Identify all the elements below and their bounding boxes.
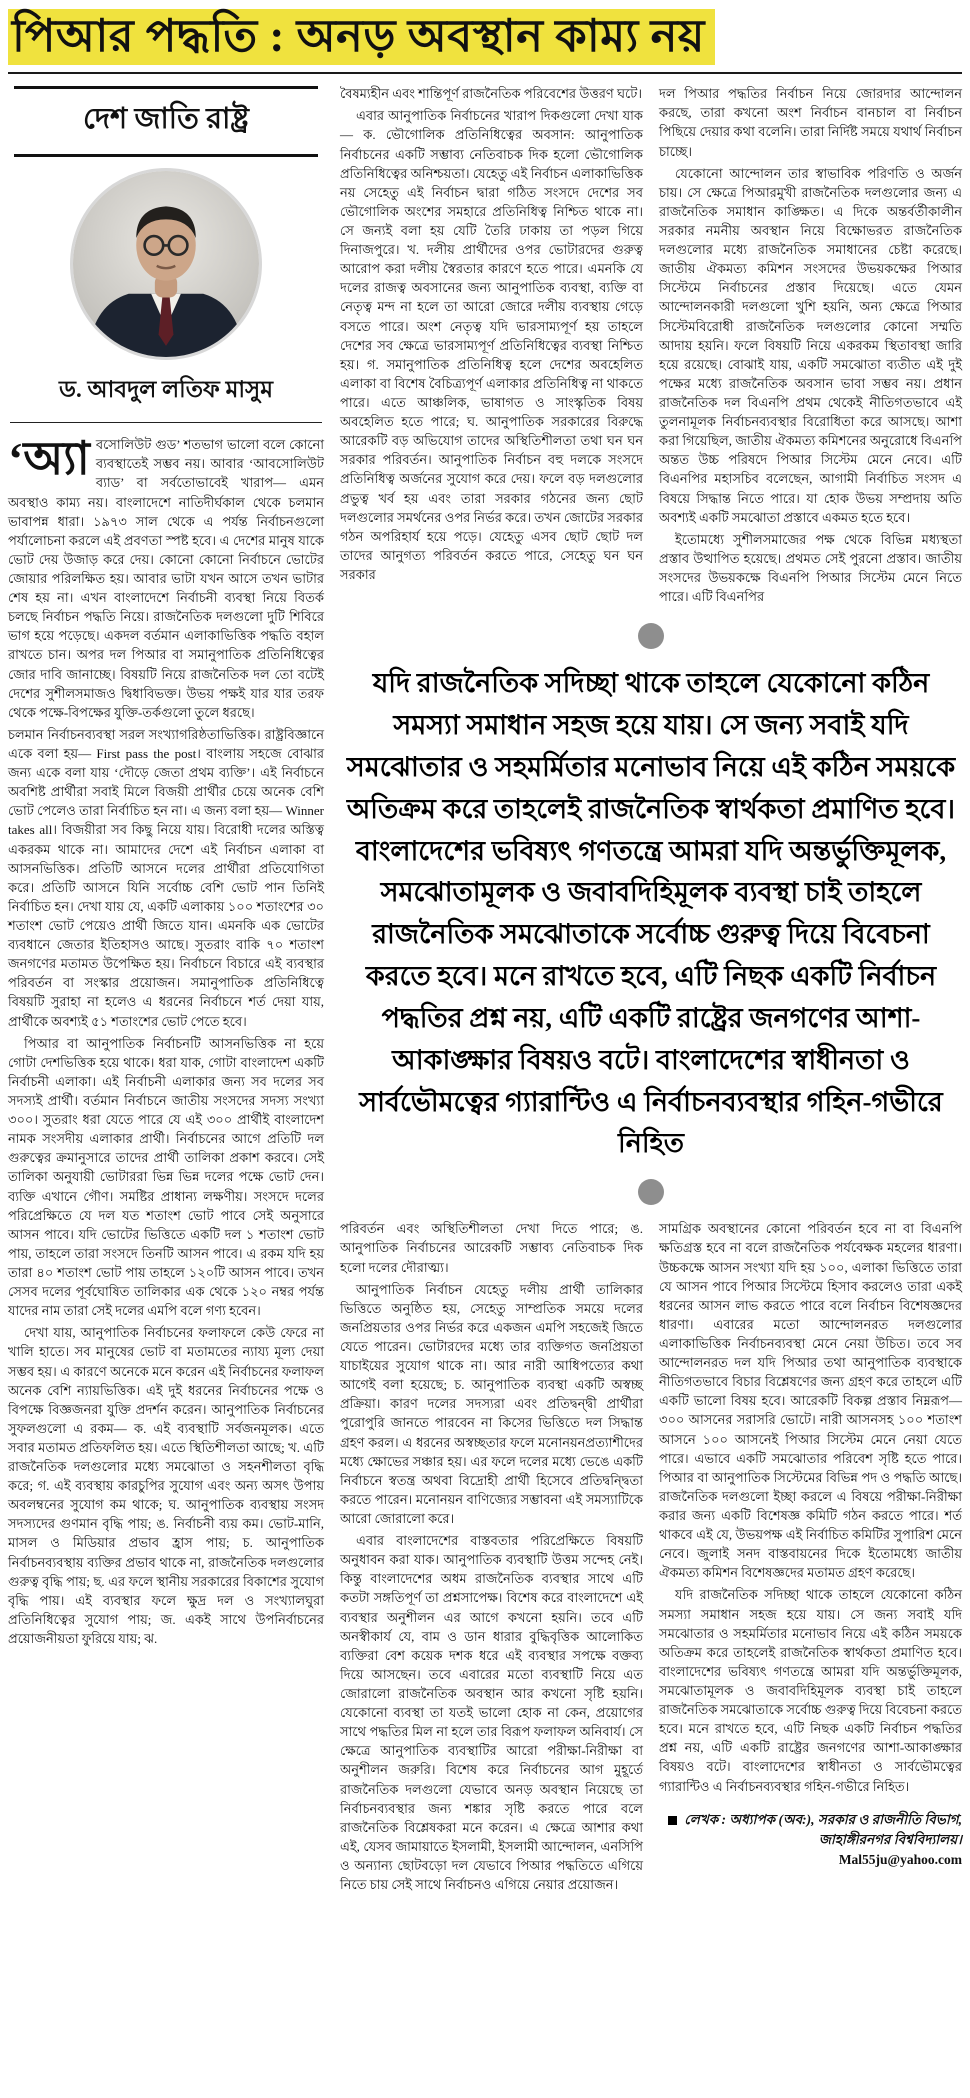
credit-text: লেখক : অধ্যাপক (অব:), সরকার ও রাজনীতি বিভাগ, জাহাঙ্গীরনগর বিশ্ববিদ্যালয়। xyxy=(684,1811,962,1847)
author-email-link[interactable]: Mal55ju@yahoo.com xyxy=(838,1852,962,1868)
drop-cap: ‘অ্যা xyxy=(8,433,90,485)
column-right-bottom xyxy=(659,1219,962,1870)
article-headline xyxy=(8,8,962,64)
paragraph: পরিবর্তন এবং অস্থিতিশীলতা দেখা দিতে পারে; ঙ. আনুপাতিক নির্বাচনের আরেকটি সম্ভাব্য নেতিবাচক দিক হলো দলের দৌরাত্ম্য। xyxy=(340,1221,643,1275)
left-paragraph-list xyxy=(8,725,324,1648)
lower-text-row xyxy=(340,1219,962,1897)
column-middle-bottom xyxy=(340,1219,643,1897)
paragraph: এবার বাংলাদেশের বাস্তবতার পরিপ্রেক্ষিতে বিষয়টি অনুধাবন করা যাক। আনুপাতিক ব্যবস্থাটি উত্তম সন্দেহ নেই। কিন্তু বাংলাদেশের অধম রাজনৈতিক ব্যবস্থার সাথে এটি কতটা সঙ্গতিপূর্ণ তা প্রশ্নসাপেক্ষ। বিশেষ করে বাংলাদেশে এই ব্যবস্থার অনুশীলন এর আগে কখনো হয়নি। তবে এটি অনস্বীকার্য যে, বাম ও ডান ধারার বুদ্ধিবৃত্তিক আলোকিত ব্যক্তিরা বেশ কয়েক দশক ধরে এই ব্যবস্থার সপক্ষে বক্তব্য দিয়ে আসছেন। তবে এবারের মতো ব্যবস্থাটি নিয়ে এত জোরালো রাজনৈতিক অবস্থান আর কখনো সৃষ্টি হয়নি। যেকোনো ব্যবস্থা তা যতই ভালো হোক না কেন, প্রয়োগের সাথে পদ্ধতির মিল না হলে তার বিরূপ ফলাফল অনিবার্য। সে ক্ষেত্রে আনুপাতিক ব্যবস্থাটির আরো পরীক্ষা-নিরীক্ষা বা অনুশীলন জরুরি। বিশেষ করে নির্বাচনের আগ মুহূর্তে রাজনৈতিক দলগুলো যেভাবে অনড় অবস্থান নিয়েছে তা নির্বাচনব্যবস্থার জন্য শঙ্কার সৃষ্টি করতে পারে বলে রাজনৈতিক বিশ্লেষকরা মনে করেন। এ ক্ষেত্রে আশার কথা এই, যেসব জামায়াতে ইসলামী, ইসলামী আন্দোলন, এনসিপি ও অন্যান্য ছোটবড়ো দল যেভাবে পিআর পদ্ধতিতে এগিয়ে নিতে চায় সেই সাথে নির্বাচনও এগিয়ে নেয়ার প্রয়োজন। xyxy=(340,1533,643,1893)
paragraph: আনুপাতিক নির্বাচন যেহেতু দলীয় প্রার্থী তালিকার ভিত্তিতে অনুষ্ঠিত হয়, সেহেতু সাম্প্রতিক সময়ে দলের জনপ্রিয়তার ওপর নির্ভর করে একজন এমপি সহজেই জিতে যেতে পারেন। ভোটারদের মধ্যে তার ব্যক্তিগত জনপ্রিয়তা যাচাইয়ের সুযোগ থাকে না। আর নারী আধিপত্যের কথা আগেই বলা হয়েছে; চ. আনুপাতিক ব্যবস্থা একটি অস্বচ্ছ প্রক্রিয়া। কারণ দলের সদস্যরা এবং প্রতিদ্বন্দ্বী প্রার্থীরা পুরোপুরি জানতে পারবেন না কিসের ভিত্তিতে দল সিদ্ধান্ত গ্রহণ করল। এ ধরনের অস্বচ্ছতার ফলে মনোনয়নপ্রত্যাশীদের মধ্যে ক্ষোভের সঞ্চার হয়। এর ফলে দলের মধ্যে ভেঙে একটি নির্বাচনে স্বতন্ত্র অথবা বিদ্রোহী প্রার্থী হিসেবে প্রতিদ্বন্দ্বিতা করতে পারেন। মনোনয়ন বাণিজ্যের সম্ভাবনা এই সমস্যাটিকে আরো জোরালো করে। xyxy=(340,1281,643,1526)
column-left xyxy=(8,84,324,1651)
paragraph: যদি রাজনৈতিক সদিচ্ছা থাকে তাহলে যেকোনো কঠিন সমস্যা সমাধান সহজ হয়ে যায়। সে জন্য সবাই যদি সমঝোতার ও সহমর্মিতার মনোভাব নিয়ে এই কঠিন সময়কে অতিক্রম করে তাহলেই রাজনৈতিক স্বার্থকতা প্রমাণিত হবে। বাংলাদেশের ভবিষ্যৎ গণতন্ত্রে আমরা যদি অন্তর্ভুক্তিমূলক, সমঝোতামূলক ও জবাবদিহিমূলক ব্যবস্থা চাই তাহলে রাজনৈতিক সমঝোতাকে সর্বোচ্চ গুরুত্ব দিয়ে বিবেচনা করতে হবে। মনে রাখতে হবে, এটি নিছক একটি নির্বাচন পদ্ধতির প্রশ্ন নয়, এটি একটি রাষ্ট্রের জনগণের আশা-আকাঙ্ক্ষার বিষয়ও বটে। বাংলাদেশের স্বাধীনতা ও সার্বভৌমত্বের গ্যারান্টিও এ নির্বাচনব্যবস্থার গহিন-গভীরে নিহিত। xyxy=(659,1587,962,1794)
paragraph: যেকোনো আন্দোলন তার স্বাভাবিক পরিণতি ও অর্জন চায়। সে ক্ষেত্রে পিআরমুখী রাজনৈতিক দলগুলোর জন্য এ রাজনৈতিক সমাধান কাঙ্ক্ষিত। এ দিকে অন্তর্বর্তীকালীন সরকার নমনীয় অবস্থান নিয়ে বিক্ষোভরত রাজনৈতিক দলগুলোর মধ্যে রাজনৈতিক সমাধানের চেষ্টা করেছে। জাতীয় ঐকমত্য কমিশন সংসদের উভয়কক্ষের পিআর সিস্টেমে নির্বাচনের প্রস্তাব দিয়েছে। এতে যেমন আন্দোলনকারী দলগুলো খুশি হয়নি, অন্য ক্ষেত্রে পিআর সিস্টেমবিরোধী রাজনৈতিক দলগুলোর কোনো সম্মতি আদায় হয়নি। ফলে বিষয়টি নিয়ে একরকম স্থিতাবস্থা জারি হয়ে রয়েছে। বোঝাই যায়, একটি সমঝোতা ব্যতীত এই দুই পক্ষের মধ্যে রাজনৈতিক অবসান ভাবা সম্ভব নয়। প্রধান রাজনৈতিক দল বিএনপি প্রথম থেকেই নীতিগতভাবে এই তুলনামূলক নির্বাচনব্যবস্থার বিরোধিতা করে আসছে। আশা করা গিয়েছিল, জাতীয় ঐকমত্য কমিশনের অনুরোধে বিএনপি অন্তত উচ্চ পরিষদে পিআর সিস্টেম মেনে নেবে। এটি বিএনপির মহাসচিব বলেছেন, আগামী নির্বাচিত সংসদ এ বিষয়ে সিদ্ধান্ত নিতে পারে। যা হোক উভয় সম্প্রদায় অতি অবশ্যই একটি সমঝোতা প্রস্তাবে একমত হতে হবে। xyxy=(659,165,962,525)
column-right-top xyxy=(659,84,962,609)
author-photo xyxy=(73,171,259,357)
lead-text: বসোলিউট গুড’ শতভাগ ভালো বলে কোনো ব্যবস্থাতেই সম্ভব নয়। আবার ‘আবসোলিউট ব্যাড’ বা সর্বতোভাবেই খারাপ— এমন অবস্থাও কাম্য নয়। বাংলাদেশে নাতিদীর্ঘকাল থেকে চলমান ভাবাপন্ন ধারা। ১৯৭৩ সাল থেকে এ পর্যন্ত নির্বাচনগুলো পর্যালোচনা করলে এই প্রবণতা স্পষ্ট হবে। এ দেশের মানুষ যাকে ভোট দেয় উজাড় করে দেয়। কোনো কোনো নির্বাচনে ভোটের জোয়ার পরিলক্ষিত হয়। আবার ভাটা যখন আসে তখন ভাটার শেষ হয় না। এখন বাংলাদেশে নির্বাচনী ব্যবস্থা নিয়ে বিতর্ক চলছে নির্বাচন পদ্ধতি নিয়ে। রাজনৈতিক দলগুলো দুটি শিবিরে ভাগ হয়ে পড়েছে। একদল বর্তমান এলাকাভিত্তিক পদ্ধতি বহাল রাখতে চান। অপর দল পিআর বা সমানুপাতিক প্রতিনিধিত্বের জোর দাবি জানাচ্ছে। বিষয়টি নিয়ে রাজনৈতিক দল তো বটেই দেশের সুশীলসমাজও দ্বিধাবিভক্ত। উভয় পক্ষই যার যার তরফ থেকে পক্ষে-বিপক্ষের যুক্তি-তর্কগুলো তুলে ধরছে। xyxy=(8,437,324,720)
article-body xyxy=(8,84,962,1897)
author-name: ড. আবদুল লতিফ মাসুম xyxy=(10,369,322,423)
paragraph: দল পিআর পদ্ধতির নির্বাচন নিয়ে জোরদার আন্দোলন করছে, তারা কখনো অংশ নির্বাচন বানচাল বা নির্বাচন পিছিয়ে দেয়ার কথা বলেনি। তারা নির্দিষ্ট সময়ে যথার্থ নির্বাচন চাচ্ছে। xyxy=(659,86,962,159)
section-label: দেশ জাতি রাষ্ট্র xyxy=(83,103,249,136)
lead-paragraph xyxy=(8,435,324,722)
right-bottom-paragraph-list xyxy=(659,1219,962,1795)
end-mark xyxy=(668,1816,677,1825)
separator-dot-top xyxy=(638,623,664,649)
paragraph: সামগ্রিক অবস্থানের কোনো পরিবর্তন হবে না বা বিএনপি ক্ষতিগ্রস্ত হবে না বলে রাজনৈতিক পর্যবেক্ষক মহলের ধারণা। উচ্চকক্ষে আসন সংখ্যা যদি হয় ১০০, এলাকা ভিত্তিতে তারা যে আসন পাবে পিআর সিস্টেমে হিসাব করলেও তারা একই ধরনের আসন লাভ করতে পারে বলে নির্বাচন বিশেষজ্ঞদের ধারণা। এবারের মতো আন্দোলনরত দলগুলোর এলাকাভিত্তিক নির্বাচনব্যবস্থা মেনে নেয়া উচিত। তবে সব আন্দোলনরত দল যদি পিআর তথা আনুপাতিক ব্যবস্থাকে নীতিগতভাবে বিচার বিশ্লেষণের জন্য গ্রহণ করে তাহলে এটি একটি ভালো বিষয় হবে। আরেকটি বিকল্প প্রস্তাব নিম্নরূপ— ৩০০ আসনের সরাসরি ভোটে। নারী আসনসহ ১০০ শতাংশ আসনে ১০০ আসনেই পিআর সিস্টেম মেনে নেয়া যেতে পারে। এভাবে একটি সমঝোতার পরিবেশ সৃষ্টি হতে পারে। পিআর বা আনুপাতিক সিস্টেমের বিভিন্ন পদ ও পদ্ধতি আছে। রাজনৈতিক দলগুলো ইচ্ছা করলে এ বিষয়ে পরীক্ষা-নিরীক্ষা করার জন্য একটি বিশেষজ্ঞ কমিটি গঠন করতে পারে। শর্ত থাকবে এই যে, উভয়পক্ষ এই নির্বাচিত কমিটির সুপারিশ মেনে নেবে। জুলাই সনদ বাস্তবায়নের দিকে ইতোমধ্যে জাতীয় ঐকমত্য কমিশন বিশেষজ্ঞদের মতামত গ্রহণ করেছে। xyxy=(659,1221,962,1581)
headline-text: পিআর পদ্ধতি : অনড় অবস্থান কাম্য নয় xyxy=(8,9,715,65)
separator-dot-bottom xyxy=(638,1179,664,1205)
paragraph: বৈষম্যহীন এবং শান্তিপূর্ণ রাজনৈতিক পরিবেশের উত্তরণ ঘটে। xyxy=(340,86,642,102)
pull-quote: যদি রাজনৈতিক সদিচ্ছা থাকে তাহলে যেকোনো কঠিন সমস্যা সমাধান সহজ হয়ে যায়। সে জন্য সবাই যদি সমঝোতার ও সহমর্মিতার মনোভাব নিয়ে এই কঠিন সময়কে অতিক্রম করে তাহলেই রাজনৈতিক স্বার্থকতা প্রমাণিত হবে। বাংলাদেশের ভবিষ্যৎ গণতন্ত্রে আমরা যদি অন্তর্ভুক্তিমূলক, সমঝোতামূলক ও জবাবদিহিমূলক ব্যবস্থা চাই তাহলে রাজনৈতিক সমঝোতাকে সর্বোচ্চ গুরুত্ব দিয়ে বিবেচনা করতে হবে। মনে রাখতে হবে, এটি নিছক একটি নির্বাচন পদ্ধতির প্রশ্ন নয়, এটি একটি রাষ্ট্রের জনগণের আশা-আকাঙ্ক্ষার বিষয়ও বটে। বাংলাদেশের স্বাধীনতা ও সার্বভৌমত্বের গ্যারান্টিও এ নির্বাচনব্যবস্থার গহিন-গভীরে নিহিত xyxy=(346,668,956,1159)
paragraph: ইতোমধ্যে সুশীলসমাজের পক্ষ থেকে বিভিন্ন মধ্যস্থতা প্রস্তাব উত্থাপিত হয়েছে। প্রথমত সেই পুরনো প্রস্তাব। জাতীয় সংসদের উভয়কক্ষে বিএনপি পিআর সিস্টেম মেনে নিতে পারে। এটি বিএনপির xyxy=(659,531,962,605)
paragraph: চলমান নির্বাচনব্যবস্থা সরল সংখ্যাগরিষ্ঠতাভিত্তিক। রাষ্ট্রবিজ্ঞানে একে বলা হয়— First pass the post। বাংলায় সহজে বোঝার জন্য একে বলা যায় ‘দৌড়ে জেতা প্রথম ব্যক্তি’। এই নির্বাচনে অবশিষ্ট প্রার্থীরা সবাই মিলে বিজয়ী প্রার্থীর চেয়ে অনেক বেশি ভোট পেলেও তারা নির্বাচিত হন না। এ জন্য বলা হয়— Winner takes all। বিজয়ীরা সব কিছু নিয়ে যায়। বিরোধী দলের অস্তিত্ব একরকম থাকে না। আমাদের দেশে এই নির্বাচন এলাকা বা আসনভিত্তিক। প্রতিটি আসনে দলের প্রার্থীরা প্রতিযোগিতা করে। প্রতিটি আসনে যিনি সর্বোচ্চ বেশি ভোট পান তিনিই নির্বাচিত হন। দেখা যায় যে, একটি এলাকায় ১০০ শতাংশের ৩০ শতাংশ ভোট পেয়েও প্রার্থী জিতে যান। এমনকি এক ভোটের ব্যবধানে জেতার ইতিহাসও আছে। সুতরাং বাকি ৭০ শতাংশ জনগণের মতামত উপেক্ষিত হয়। নির্বাচনে বিচারে এই ব্যবস্থার পরিবর্তন বা সংস্কার প্রয়োজন। সমানুপাতিক প্রতিনিধিত্বে বিষয়টি সুরাহা না হলেও এ ধরনের নির্বাচনে শর্ত দেয়া যায়, প্রার্থীকে অবশ্যই ৫১ শতাংশের ভোট পেতে হবে। xyxy=(8,726,324,1029)
column-left-text xyxy=(8,435,324,1648)
headline-divider xyxy=(8,72,962,74)
columns-right-area xyxy=(340,84,962,1897)
column-middle-top xyxy=(340,84,643,587)
paragraph: দেখা যায়, আনুপাতিক নির্বাচনের ফলাফলে কেউ ফেরে না খালি হাতে। সব মানুষের ভোট বা মতামতের ন্যায্য মূল্য দেয়া সম্ভব হয়। এ কারণে অনেকে মনে করেন এই নির্বাচনের ফলাফল অনেক বেশি ন্যায়ভিত্তিক। এই দুই ধরনের নির্বাচনের পক্ষে ও বিপক্ষে বিজ্ঞজনরা যুক্তি প্রদর্শন করেন। আনুপাতিক নির্বাচনের সুফলগুলো এ রকম— ক. এই ব্যবস্থাটি সর্বজনমূলক। এতে সবার মতামত প্রতিফলিত হয়। এতে স্থিতিশীলতা আছে; খ. এটি রাজনৈতিক দলগুলোর মধ্যে সমঝোতা ও সহনশীলতা বৃদ্ধি করে; গ. এই ব্যবস্থায় কারচুপির সুযোগ এবং অন্য অসৎ উপায় অবলম্বনের সুযোগ কম থাকে; ঘ. আনুপাতিক ব্যবস্থায় সংসদ সদস্যদের গুণমান বৃদ্ধি পায়; ঙ. নির্বাচনী ব্যয় কম। ভোট-মানি, মাসল ও মিডিয়ার প্রভাব হ্রাস পায়; চ. আনুপাতিক নির্বাচনব্যবস্থায় ব্যক্তির প্রভাব থাকে না, রাজনৈতিক দলগুলোর গুরুত্ব বৃদ্ধি পায়; ছ. এর ফলে স্থানীয় সরকারের বিকাশের সুযোগ বৃদ্ধি পায়। এই ব্যবস্থার ফলে ক্ষুদ্র দল ও সংখ্যালঘুরা প্রতিনিধিত্বের সুযোগ পায়; জ. একই সাথে উপনির্বাচনের প্রয়োজনীয়তা ফুরিয়ে যায়; ঝ. xyxy=(8,1325,324,1647)
paragraph: পিআর বা আনুপাতিক নির্বাচনটি আসনভিত্তিক না হয়ে গোটা দেশভিত্তিক হয়ে থাকে। ধরা যাক, গোটা বাংলাদেশ একটি নির্বাচনী এলাকা। এই নির্বাচনী এলাকার জন্য সব দলের সব সদস্যই প্রার্থী। বর্তমান নির্বাচনে জাতীয় সংসদের সদস্য সংখ্যা ৩০০। সুতরাং ধরা যেতে পারে যে এই ৩০০ প্রার্থীই বাংলাদেশ নামক সংসদীয় এলাকার প্রার্থী। নির্বাচনের আগে প্রতিটি দল গুরুত্বের ক্রমানুসারে তাদের প্রার্থী তালিকা প্রকাশ করবে। সেই তালিকা অনুযায়ী ভোটাররা ভিন্ন ভিন্ন দলের পক্ষে ভোট দেন। ব্যক্তি এখানে গৌণ। সমষ্টির প্রাধান্য লক্ষণীয়। সংসদে দলের পরিপ্রেক্ষিতে যে দল যত শতাংশ ভোট পাবে সেই অনুসারে আসন পাবে। যদি ভোটের ভিত্তিতে একটি দল ১ শতাংশ ভোট পায়, তাহলে তারা সংসদে তিনটি আসন পাবে। এ রকম যদি হয় তারা ৪০ শতাংশ ভোট পায় তাহলে ১২০টি আসন পাবে। তখন সেসব দলের পূর্বঘোষিত তালিকার এক থেকে ১২০ নম্বর পর্যন্ত যাদের নাম তারা সেই দলের এমপি বলে গণ্য হবেন। xyxy=(8,1035,324,1319)
author-portrait-illustration xyxy=(73,171,259,357)
upper-text-row xyxy=(340,84,962,609)
section-label-box xyxy=(14,86,318,157)
paragraph: এবার আনুপাতিক নির্বাচনের খারাপ দিকগুলো দেখা যাক— ক. ভৌগোলিক প্রতিনিধিত্বের অবসান: আনুপাতিক নির্বাচনের একটি সম্ভাব্য নেতিবাচক দিক হলো ভৌগোলিক প্রতিনিধিত্বের অনিশ্চয়তা। যেহেতু এই নির্বাচন এলাকাভিত্তিক নয় সেহেতু এই নির্বাচন দ্বারা গঠিত সংসদে দেশের সব ভৌগোলিক অংশের সমহারে প্রতিনিধিত্ব নিশ্চিত থাকে না। সে জন্যই বলা হয় যেটি তৈরি ঢাকায় তা পড়ল গিয়ে দিনাজপুরে। খ. দলীয় প্রার্থীদের ওপর ভোটারদের গুরুত্ব আরোপ করা দলীয় স্বৈরতার কারণে হতে পারে। এমনকি যে দলের রাজত্ব অবসানের জন্য আনুপাতিক ব্যবস্থা, ব্যক্তি বা নেতৃত্ব মন্দ না হলে তা আরো জোরে দলীয় ব্যবস্থায় গেড়ে বসতে পারে। অংশ নেতৃত্ব যদি ভারসাম্যপূর্ণ হয় তাহলে দেশের সব ক্ষেত্রে ভারসাম্যপূর্ণ প্রতিনিধিত্বের ব্যবস্থা নিশ্চিত হয়। গ. সমানুপাতিক প্রতিনিধিত্ব হলে দেশের অবহেলিত এলাকা বা বিশেষ বৈচিত্র্যপূর্ণ এলাকার প্রতিনিধিত্ব না থাকতে পারে। এতে আঞ্চলিক, ভাষাগত ও সাংস্কৃতিক বিষয় অবহেলিত হতে পারে; ঘ. আনুপাতিক সরকারের বিরুদ্ধে আরেকটি বড় অভিযোগ তাদের অস্থিতিশীলতা তথা ঘন ঘন সরকার পরিবর্তন। আনুপাতিক নির্বাচন বহু দলকে সংসদে প্রতিনিধিত্ব অর্জনের সুযোগ করে দেয়। ফলে বড় দলগুলোর প্রভুত্ব খর্ব হয় এবং তারা সরকার গঠনের জন্য ছোট দলগুলোর সমর্থনের ওপর নির্ভর করে। তখন জোটের সরকার গঠন অপরিহার্য হয়ে পড়ে। যেহেতু এসব ছোট ছোট দল তাদের আনুগত্য পরিবর্তন করতে পারে, সেহেতু ঘন ঘন সরকার xyxy=(340,108,643,582)
author-credit xyxy=(659,1810,962,1871)
